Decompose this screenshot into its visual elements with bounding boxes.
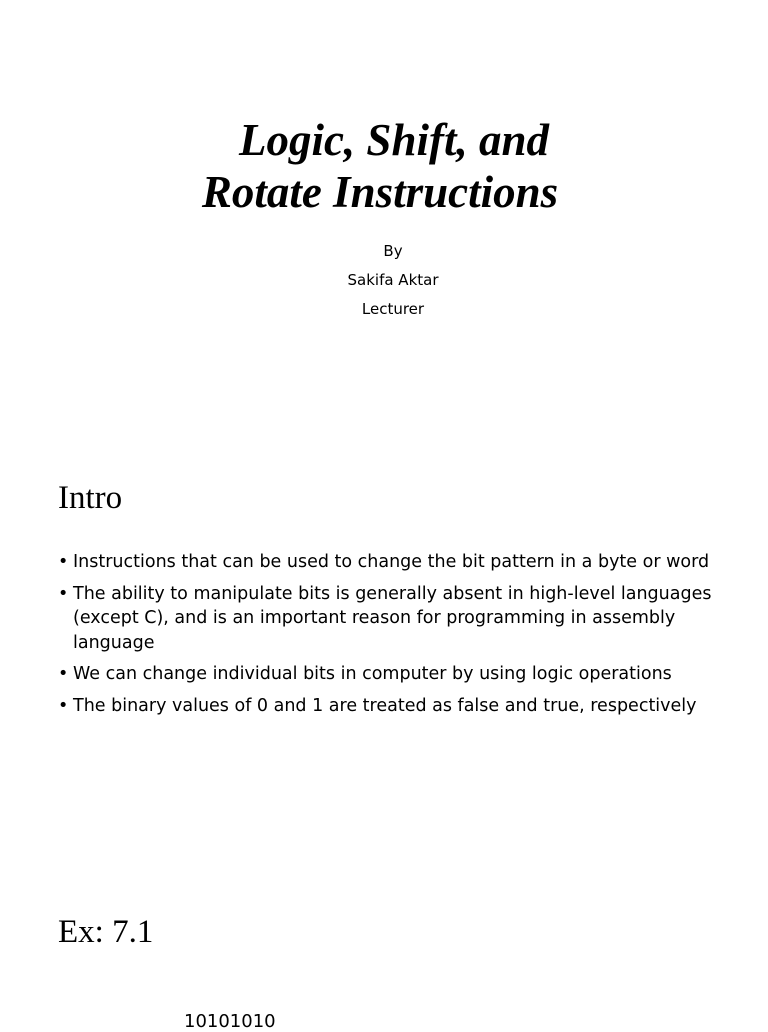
example-slide: [0, 880, 768, 1032]
author-name: Sakifa Aktar: [347, 271, 439, 289]
intro-slide: [0, 440, 768, 840]
bullet-dot-icon: •: [58, 583, 69, 604]
bullet-item: [58, 694, 748, 719]
bullet-item: [58, 582, 748, 656]
example-binary-value: 10101010: [184, 1011, 276, 1032]
bullet-text: We can change individual bits in computer by using logic operations: [73, 664, 672, 684]
bullet-text: The binary values of 0 and 1 are treated as false and true, respectively: [73, 695, 697, 716]
bullet-dot-icon: •: [58, 552, 69, 572]
author-role: Lecturer: [361, 300, 425, 318]
presentation-title: [0, 114, 768, 218]
bullet-text: Instructions that can be used to change the bit pattern in a byte or word: [73, 552, 710, 572]
by-label: By: [383, 242, 403, 260]
title-slide: [0, 0, 768, 430]
bullet-dot-icon: •: [58, 695, 69, 716]
intro-heading: Intro: [58, 480, 123, 516]
bullet-item: [58, 662, 748, 687]
bullet-dot-icon: •: [58, 664, 69, 684]
title-line-2: Rotate Instructions: [201, 167, 559, 217]
bullet-item: [58, 550, 748, 575]
author-byline: [0, 237, 768, 324]
bullet-text: The ability to manipulate bits is generally absent in high-level languages (except C), and is an important reason for programming in assembly language: [73, 583, 712, 653]
example-heading: Ex: 7.1: [58, 914, 154, 950]
intro-bullet-list: [58, 550, 748, 725]
title-line-1: Logic, Shift, and: [238, 115, 550, 165]
